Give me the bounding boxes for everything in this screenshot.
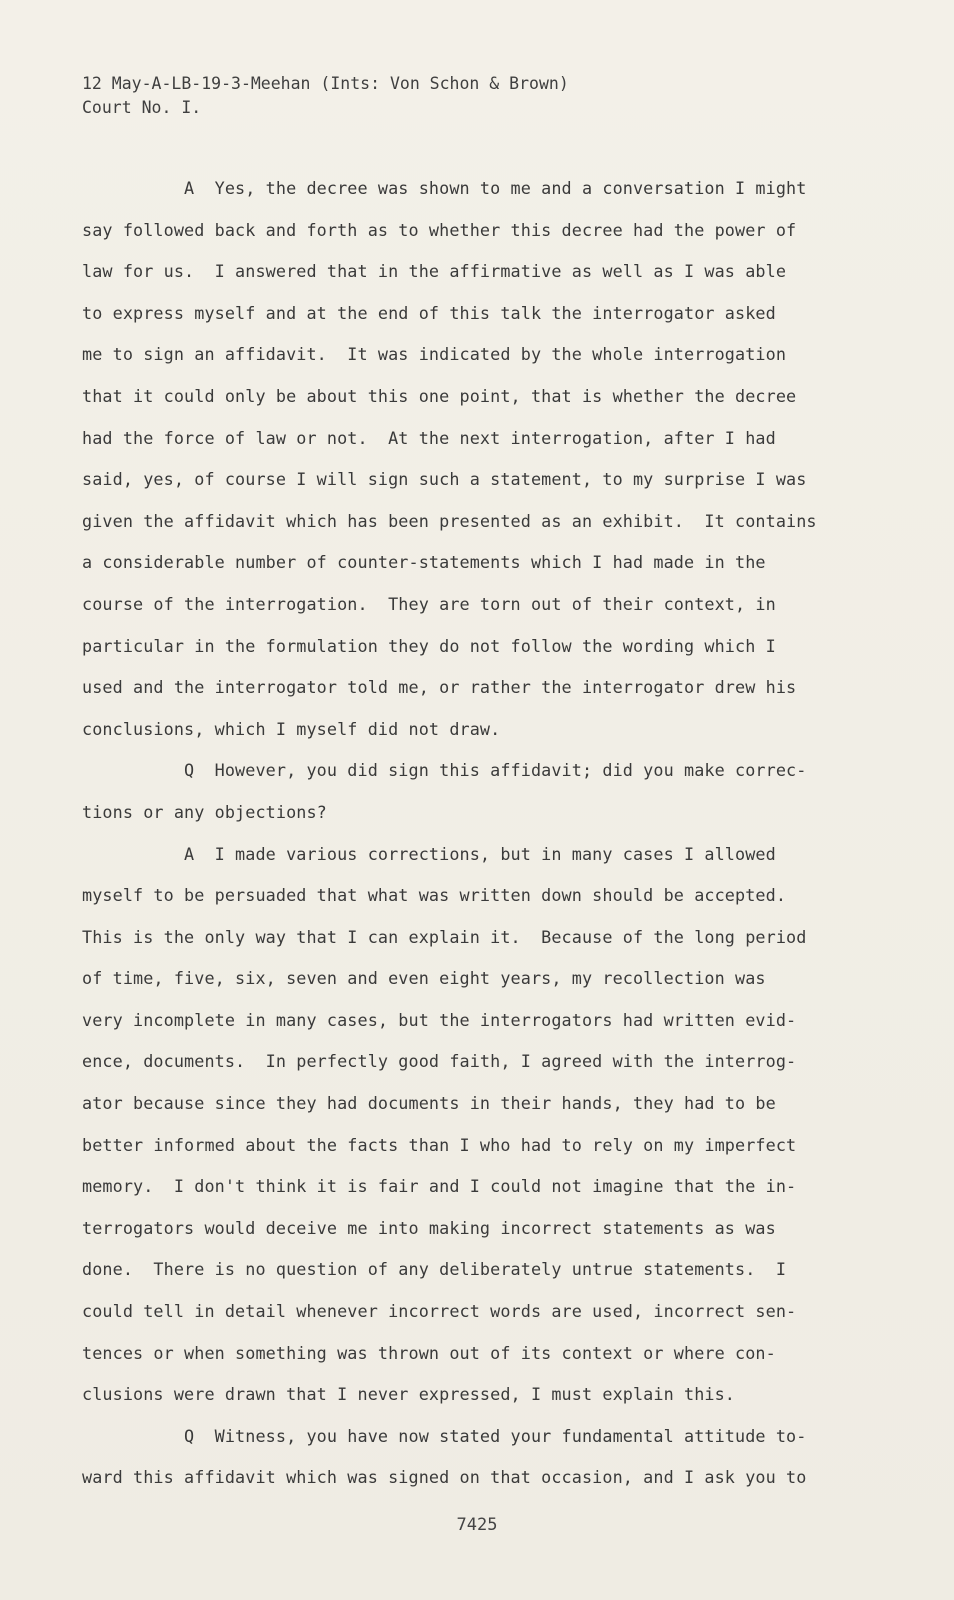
page-number: 7425 bbox=[456, 1515, 498, 1535]
text-line: conclusions, which I myself did not draw. bbox=[82, 718, 501, 739]
text-line: had the force of law or not. At the next interrogation, after I had bbox=[82, 427, 776, 448]
text-line: This is the only way that I can explain it. Because of the long period bbox=[82, 926, 807, 947]
text-line: that it could only be about this one point, that is whether the decree bbox=[82, 385, 797, 406]
text-line: to express myself and at the end of this talk the interrogator asked bbox=[82, 302, 776, 323]
text-line: better informed about the facts than I who had to rely on my imperfect bbox=[82, 1134, 797, 1155]
text-line: ator because since they had documents in their hands, they had to be bbox=[82, 1093, 776, 1114]
text-line: tions or any objections? bbox=[82, 801, 327, 822]
text-line: Q However, you did sign this affidavit; did you make correc- bbox=[82, 760, 807, 781]
text-line: said, yes, of course I will sign such a statement, to my surprise I was bbox=[82, 469, 807, 490]
text-line: say followed back and forth as to whether this decree had the power of bbox=[82, 219, 797, 240]
text-line: course of the interrogation. They are torn out of their context, in bbox=[82, 593, 776, 614]
text-line: very incomplete in many cases, but the interrogators had written evid- bbox=[82, 1009, 797, 1030]
text-line: ence, documents. In perfectly good faith, I agreed with the interrog- bbox=[82, 1051, 797, 1072]
text-line: A I made various corrections, but in many cases I allowed bbox=[82, 843, 776, 864]
text-line: clusions were drawn that I never expressed, I must explain this. bbox=[82, 1384, 736, 1405]
text-line: Q Witness, you have now stated your fundamental attitude to- bbox=[82, 1425, 807, 1446]
text-line: particular in the formulation they do not follow the wording which I bbox=[82, 635, 776, 656]
text-line: terrogators would deceive me into making incorrect statements as was bbox=[82, 1217, 776, 1238]
text-line: law for us. I answered that in the affirmative as well as I was able bbox=[82, 261, 787, 282]
text-line: could tell in detail whenever incorrect words are used, incorrect sen- bbox=[82, 1301, 797, 1322]
header-reference: 12 May-A-LB-19-3-Meehan (Ints: Von Schon & Brown) bbox=[82, 74, 569, 93]
text-line: tences or when something was thrown out of its context or where con- bbox=[82, 1342, 776, 1363]
text-line: of time, five, six, seven and even eight years, my recollection was bbox=[82, 968, 766, 989]
text-line: used and the interrogator told me, or rather the interrogator drew his bbox=[82, 677, 797, 698]
text-line: memory. I don't think it is fair and I could not imagine that the in- bbox=[82, 1176, 797, 1197]
text-line: ward this affidavit which was signed on that occasion, and I ask you to bbox=[82, 1467, 807, 1488]
text-line: done. There is no question of any deliberately untrue statements. I bbox=[82, 1259, 787, 1280]
text-line: a considerable number of counter-statements which I had made in the bbox=[82, 552, 766, 573]
text-line: myself to be persuaded that what was written down should be accepted. bbox=[82, 885, 787, 906]
text-line: given the affidavit which has been presented as an exhibit. It contains bbox=[82, 510, 817, 531]
transcript-body bbox=[82, 174, 922, 1505]
text-line: A Yes, the decree was shown to me and a conversation I might bbox=[82, 178, 807, 198]
document-header bbox=[82, 72, 569, 120]
text-line: me to sign an affidavit. It was indicated by the whole interrogation bbox=[82, 344, 787, 365]
header-court: Court No. I. bbox=[82, 98, 202, 117]
